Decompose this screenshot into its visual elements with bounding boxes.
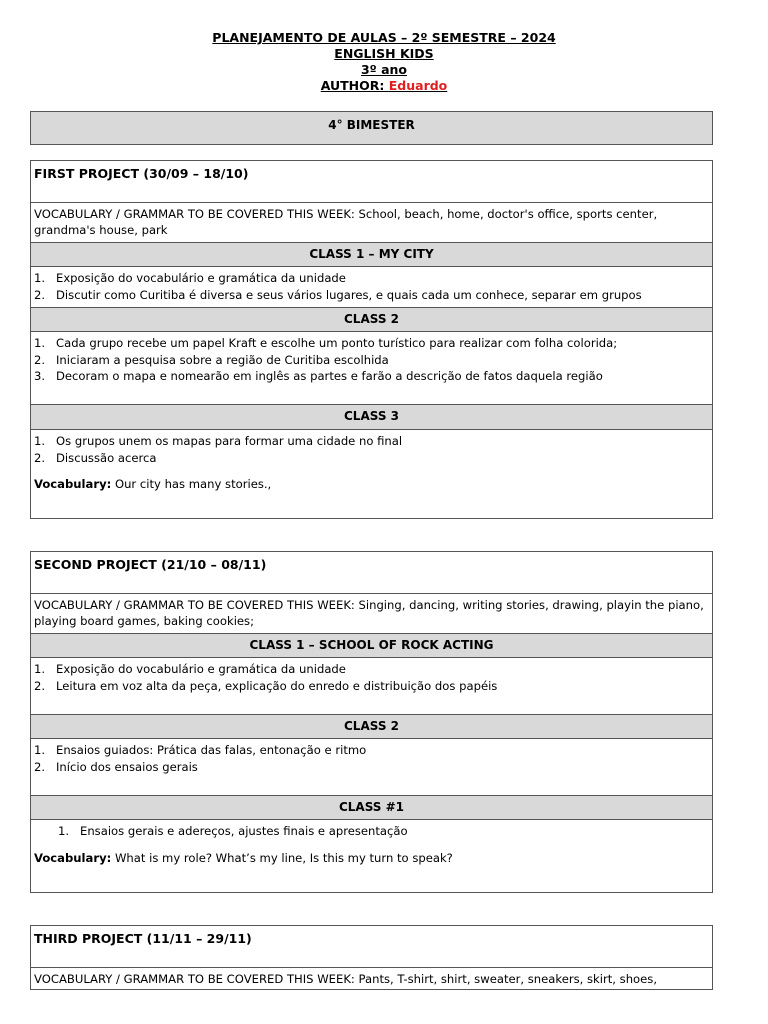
list-item: 2. Leitura em voz alta da peça, explicação do enredo e distribuição dos papéis [34,678,498,693]
class-activities [31,658,712,715]
class-heading: CLASS #1 [31,796,712,820]
project-vocabulary: VOCABULARY / GRAMMAR TO BE COVERED THIS WEEK: School, beach, home, doctor's office, sports center, grandma's house, park [31,203,712,243]
list-item: 1. Cada grupo recebe um papel Kraft e escolhe um ponto turístico para realizar com folha colorida; [34,336,618,350]
class-heading: CLASS 2 [31,715,712,739]
vocabulary-note: Vocabulary: Our city has many stories., [34,477,272,491]
class-heading: CLASS 1 – SCHOOL OF ROCK ACTING [31,634,712,658]
project-table-3 [30,925,713,990]
list-item: 1. Os grupos unem os mapas para formar uma cidade no final [34,434,403,448]
header-subtitle: ENGLISH KIDS [334,46,434,61]
project-title: THIRD PROJECT (11/11 – 29/11) [31,926,712,968]
list-item: 1. Ensaios guiados: Prática das falas, entonação e ritmo [34,743,367,757]
project-vocabulary: VOCABULARY / GRAMMAR TO BE COVERED THIS WEEK: Singing, dancing, writing stories, drawing, playin the piano, playing board games, baking cookies; [31,594,712,634]
list-item: 1. Exposição do vocabulário e gramática da unidade [34,662,346,676]
header-author [0,78,768,94]
class-heading: CLASS 1 – MY CITY [31,243,712,267]
document-header [0,30,768,94]
project-table-1 [30,160,713,519]
list-item: 1. Exposição do vocabulário e gramática da unidade [34,271,346,285]
author-label: AUTHOR: [320,78,389,93]
header-title: PLANEJAMENTO DE AULAS – 2º SEMESTRE – 2024 [212,30,556,45]
class-activities [31,430,712,518]
vocabulary-note: Vocabulary: What is my role? What’s my line, Is this my turn to speak? [34,850,453,865]
list-item: 2. Discussão acerca [34,450,157,465]
class-heading: CLASS 2 [31,308,712,332]
bimester-banner: 4° BIMESTER [30,111,713,145]
class-activities [31,739,712,796]
class-heading: CLASS 3 [31,405,712,430]
project-title: FIRST PROJECT (30/09 – 18/10) [31,161,712,203]
list-item: 2. Iniciaram a pesquisa sobre a região de Curitiba escolhida [34,352,389,367]
list-item: 2. Discutir como Curitiba é diversa e seus vários lugares, e quais cada um conhece, separar em grupos [34,287,642,302]
class-activities [31,267,712,308]
list-item: 2. Início dos ensaios gerais [34,759,198,774]
header-grade: 3º ano [360,62,408,77]
list-item: 3. Decoram o mapa e nomearão em inglês as partes e farão a descrição de fatos daquela região [34,369,603,383]
list-item: 1. Ensaios gerais e adereços, ajustes finais e apresentação [58,824,408,838]
author-name: Eduardo [388,78,448,93]
project-title: SECOND PROJECT (21/10 – 08/11) [31,552,712,594]
class-activities [31,820,712,892]
class-activities [31,332,712,405]
project-table-2 [30,551,713,893]
project-vocabulary: VOCABULARY / GRAMMAR TO BE COVERED THIS WEEK: Pants, T-shirt, shirt, sweater, sneakers, skirt, shoes, [34,972,657,986]
